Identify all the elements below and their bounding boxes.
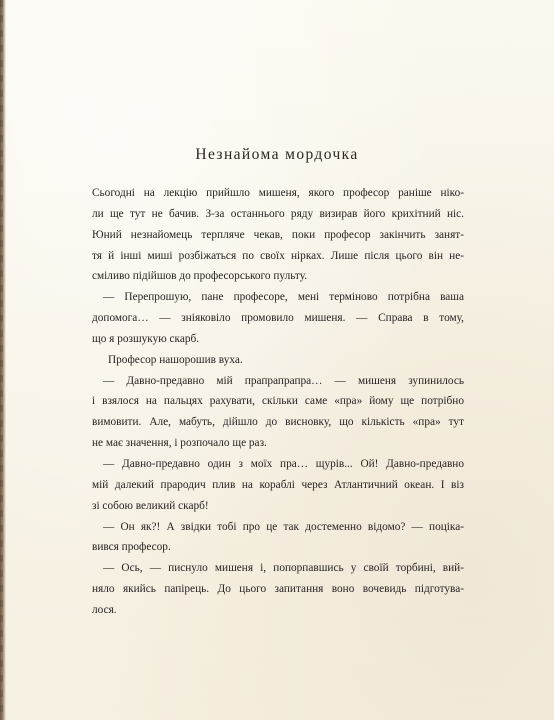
paragraph	[92, 454, 464, 517]
text-line: не має значення, і розпочало ще раз.	[92, 437, 267, 450]
text-line: няло якийсь папірець. До цього запитання воно вочевидь підготува-	[92, 583, 464, 596]
text-line: лося.	[92, 603, 117, 616]
text-line: вимовити. Але, мабуть, дійшло до висновку, що кількість «пра» тут	[92, 416, 464, 429]
paragraph	[92, 350, 464, 371]
text-line: сміливо підійшов до професорського пульту.	[92, 270, 308, 283]
text-line: Професор нашорошив вуха.	[108, 353, 243, 366]
paragraph	[92, 183, 464, 287]
text-line: тя й інші миші розбіжаться по своїх нірках. Лише після цього він не-	[92, 249, 464, 262]
text-line: допомога… — зніяковіло промовило мишеня. — Справа в тому,	[92, 312, 464, 325]
paragraph	[92, 287, 464, 350]
text-line: мій далекий прародич плив на кораблі через Атлантичний океан. І віз	[92, 478, 464, 491]
text-line: вився професор.	[92, 541, 171, 554]
paragraph	[92, 517, 464, 559]
chapter-title: Незнайома мордочка	[195, 146, 359, 163]
text-line: що я розшукую скарб.	[92, 332, 200, 345]
text-line: — Ось, — писнуло мишеня і, попорпавшись у своїй торбині, вий-	[103, 562, 464, 575]
text-line: — Давно-предавно мій прапрапрапра… — мишеня зупинилось	[103, 374, 464, 387]
text-line: Юний незнайомець терпляче чекав, поки професор закінчить занят-	[92, 228, 464, 241]
text-line: ли ще тут не бачив. З-за останнього ряду визирав його крихітний ніс.	[92, 207, 464, 220]
text-line: — Он як?! А звідки тобі про це так достеменно відомо? — поціка-	[103, 520, 464, 533]
text-line: — Давно-предавно один з моїх пра… щурів... Ой! Давно-предавно	[103, 457, 464, 470]
text-line: — Перепрошую, пане професоре, мені терміново потрібна ваша	[103, 291, 464, 304]
paragraph	[92, 558, 464, 621]
text-line: Сьогодні на лекцію прийшло мишеня, якого професор раніше ніко-	[92, 187, 464, 199]
page-edge	[0, 0, 6, 720]
chapter-body	[92, 183, 464, 621]
text-line: і взялося на пальцях рахувати, скільки саме «пра» йому ще потрібно	[92, 395, 464, 408]
text-line: зі собою великий скарб!	[92, 499, 209, 512]
paragraph	[92, 371, 464, 454]
